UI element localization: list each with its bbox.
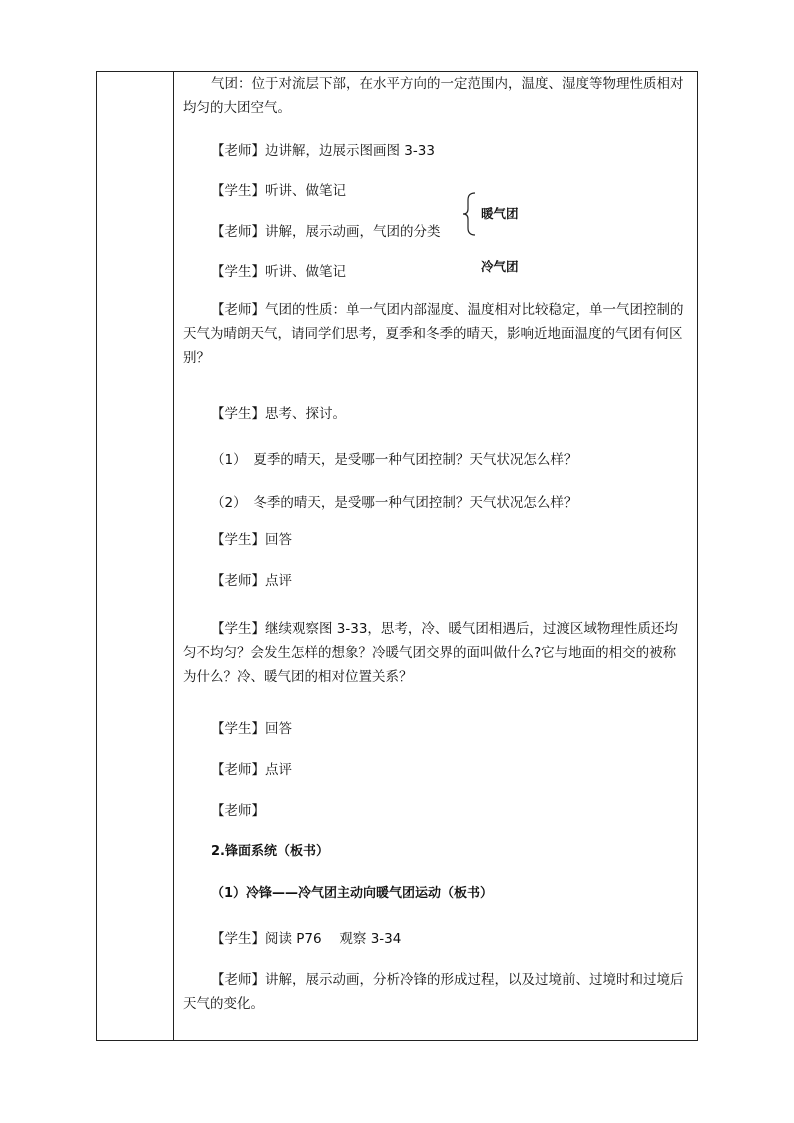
student-line-3: 【学生】思考、探讨。 bbox=[211, 406, 346, 422]
warm-air-mass-label: 暖气团 bbox=[481, 206, 519, 221]
student-line-2: 【学生】听讲、做笔记 bbox=[211, 264, 346, 280]
heading-front-system: 2.锋面系统（板书） bbox=[211, 844, 329, 859]
cold-air-mass-label: 冷气团 bbox=[481, 259, 519, 274]
student-line-5: 【学生】继续观察图 3-33，思考，冷、暖气团相遇后，过渡区域物理性质还均匀不均匀？会发生怎样的想象？冷暖气团交界的面叫做什么?它与地面的相交的被称为什么？冷、暖气团的相对位置关系？ bbox=[183, 621, 678, 685]
teacher-line-4: 【老师】点评 bbox=[211, 573, 292, 589]
teacher-line-2: 【老师】讲解，展示动画，气团的分类 bbox=[211, 224, 441, 240]
teacher-line-3: 【老师】气团的性质：单一气团内部湿度、温度相对比较稳定，单一气团控制的天气为晴朗天气，请同学们思考，夏季和冬季的晴天，影响近地面温度的气团有何区别？ bbox=[183, 302, 684, 366]
question-2: （2） 冬季的晴天，是受哪一种气团控制？天气状况怎么样？ bbox=[211, 495, 578, 511]
left-column-cell bbox=[97, 72, 174, 1040]
teacher-line-5: 【老师】点评 bbox=[211, 762, 292, 778]
student-line-4: 【学生】回答 bbox=[211, 532, 292, 548]
lesson-table bbox=[96, 71, 698, 1041]
heading-cold-front: （1）冷锋——冷气团主动向暖气团运动（板书） bbox=[211, 886, 494, 901]
question-1: （1） 夏季的晴天，是受哪一种气团控制？天气状况怎么样？ bbox=[211, 452, 578, 468]
teacher-line-1: 【老师】边讲解，边展示图画图 3-33 bbox=[211, 143, 435, 159]
air-mass-definition: 气团：位于对流层下部，在水平方向的一定范围内，温度、湿度等物理性质相对均匀的大团空气。 bbox=[183, 76, 684, 116]
student-line-7: 【学生】阅读 P76 观察 3-34 bbox=[211, 931, 402, 947]
student-line-6: 【学生】回答 bbox=[211, 721, 292, 737]
content-cell bbox=[174, 72, 697, 1040]
classification-brace bbox=[461, 191, 479, 237]
student-line-1: 【学生】听讲、做笔记 bbox=[211, 183, 346, 199]
teacher-line-6: 【老师】 bbox=[211, 803, 265, 819]
teacher-line-7: 【老师】讲解，展示动画，分析冷锋的形成过程，以及过境前、过境时和过境后天气的变化。 bbox=[183, 972, 684, 1012]
